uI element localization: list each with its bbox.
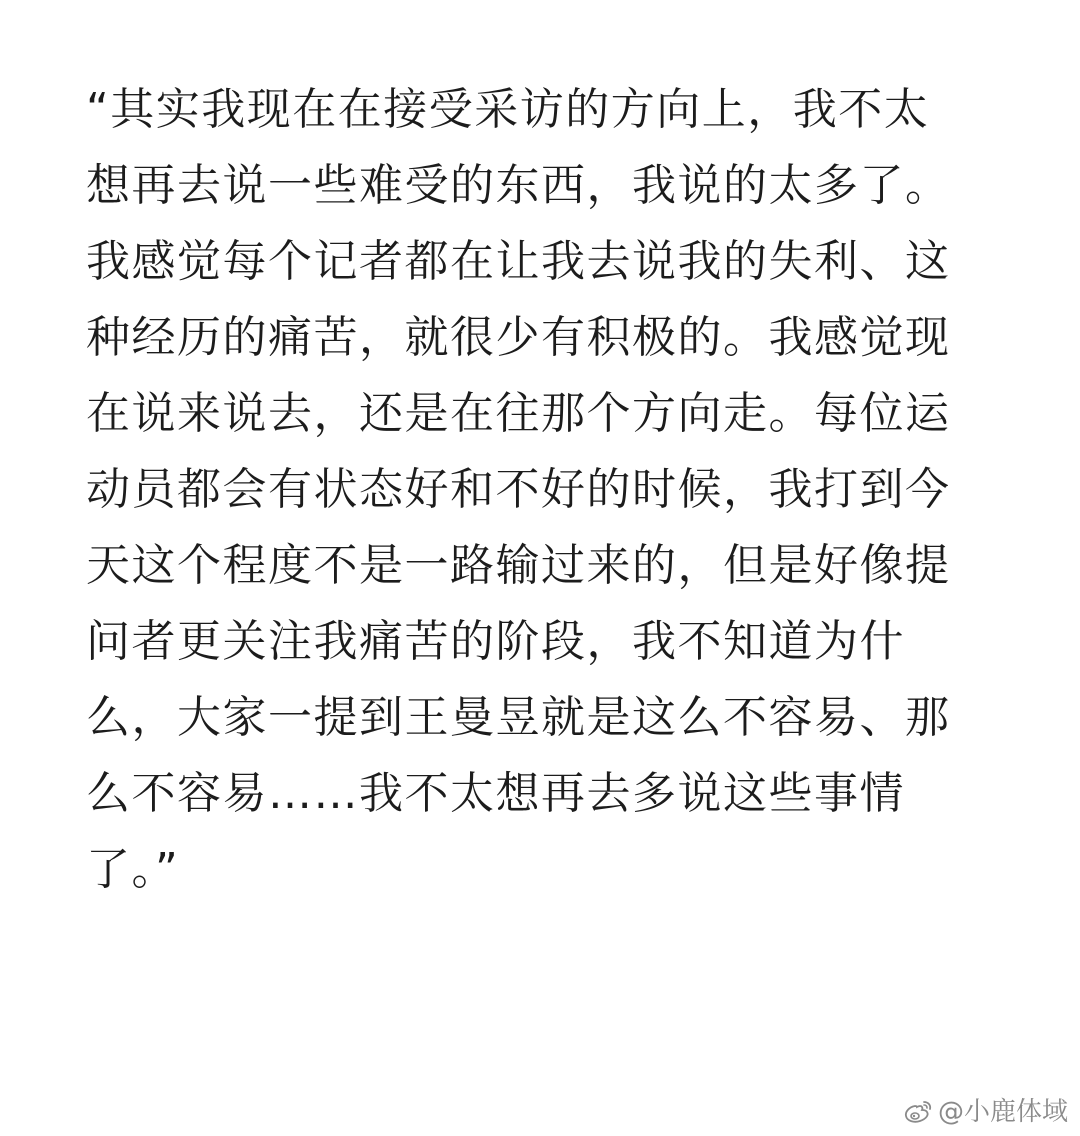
quote-line: 问者更关注我痛苦的阶段，我不知道为什: [86, 616, 905, 667]
weibo-logo-icon: [904, 1100, 932, 1124]
watermark: [904, 1096, 1068, 1128]
quote-line: 么，大家一提到王曼昱就是这么不容易、那: [86, 692, 951, 743]
quote-block: [86, 78, 996, 914]
quote-line: “其实我现在在接受采访的方向上，我不太: [86, 84, 930, 135]
quote-line: 了。”: [86, 844, 180, 895]
quote-line: 想再去说一些难受的东西，我说的太多了。: [86, 160, 951, 211]
quote-line: 我感觉每个记者都在让我去说我的失利、这: [86, 236, 951, 287]
quote-line: 种经历的痛苦，就很少有积极的。我感觉现: [86, 312, 951, 363]
quote-line: 在说来说去，还是在往那个方向走。每位运: [86, 388, 951, 439]
quote-line: 天这个程度不是一路输过来的，但是好像提: [86, 540, 951, 591]
watermark-text: @小鹿体域: [937, 1097, 1068, 1127]
quote-line: 么不容易……我不太想再去多说这些事情: [86, 768, 905, 819]
quote-line: 动员都会有状态好和不好的时候，我打到今: [86, 464, 951, 515]
